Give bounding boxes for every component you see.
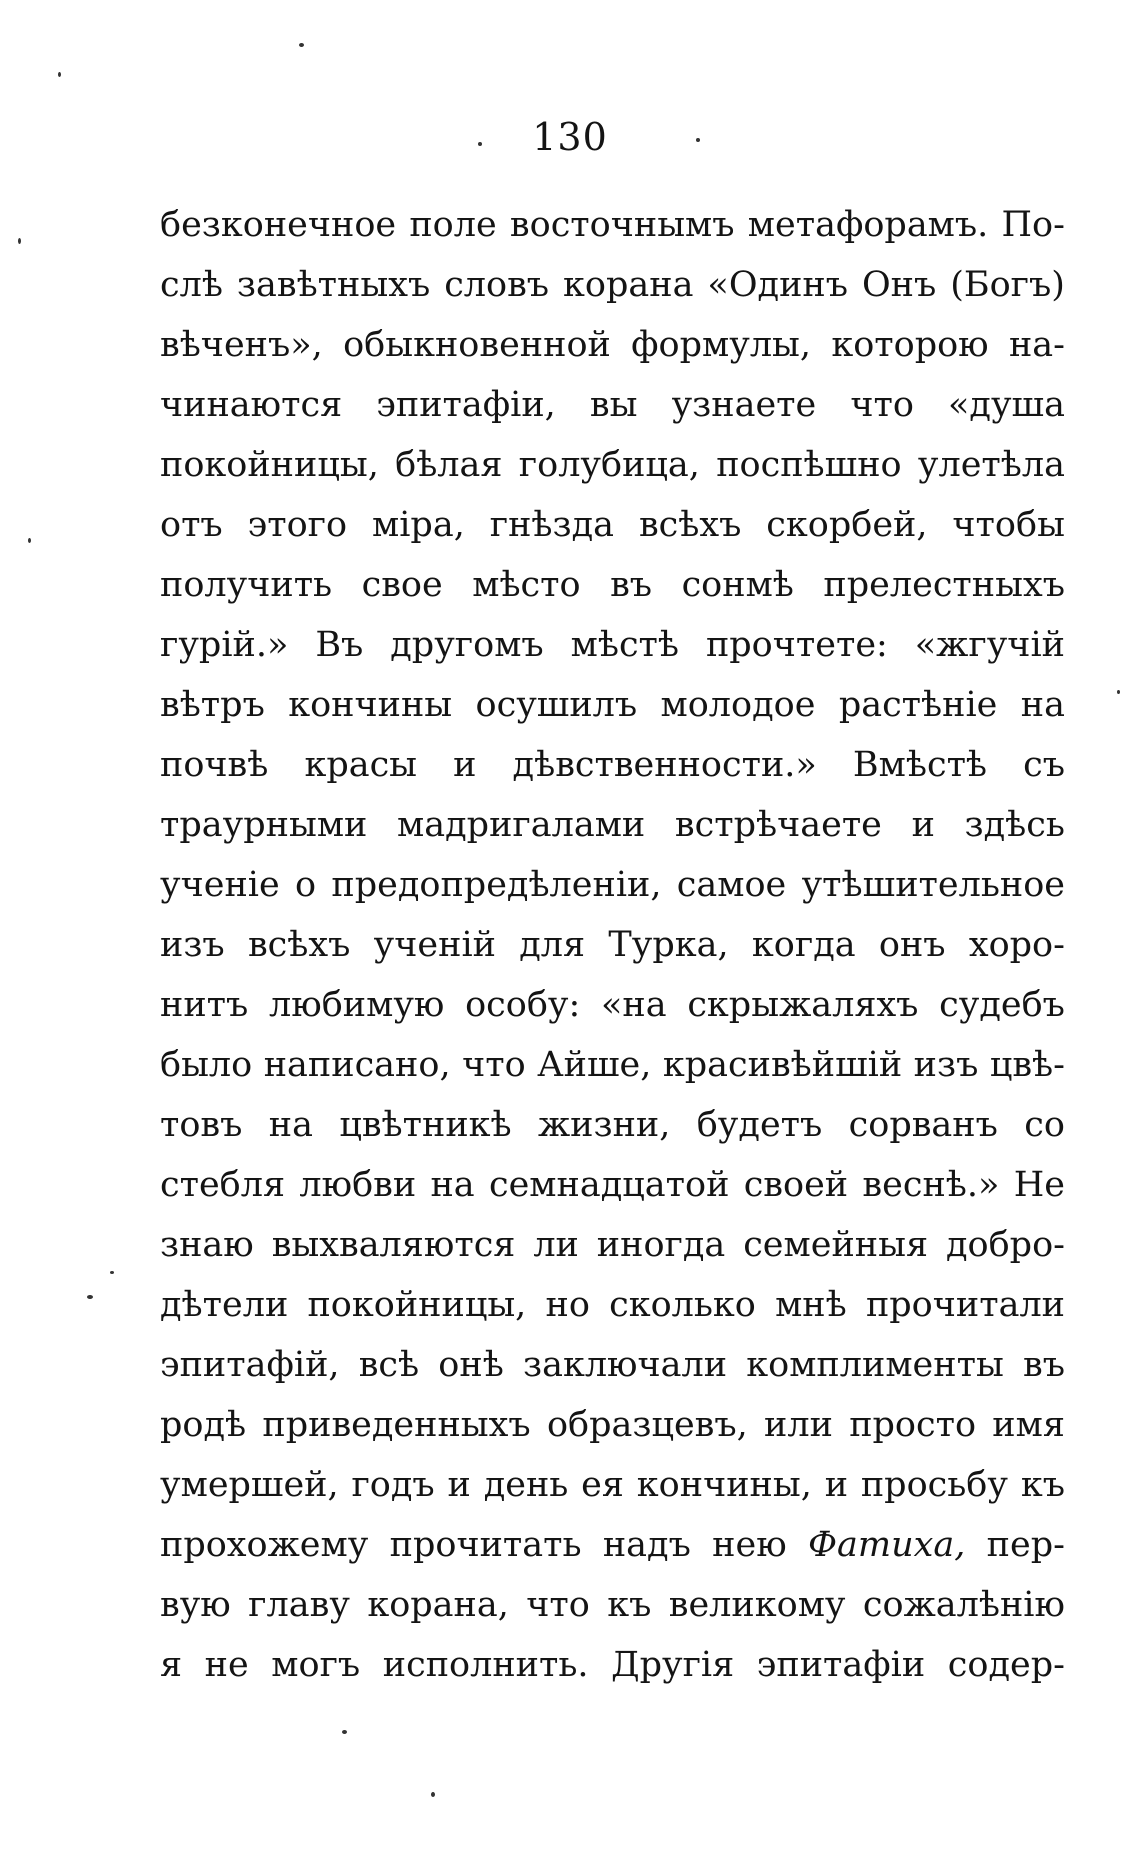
word: словъ	[444, 265, 550, 305]
scan-speck	[342, 1730, 347, 1734]
text-line	[160, 1335, 1065, 1395]
word: комплименты	[746, 1345, 1004, 1385]
word: Фатиха,	[807, 1525, 966, 1565]
word: прочитать	[389, 1525, 582, 1565]
word: кончины	[288, 685, 453, 725]
word: другомъ	[390, 625, 544, 665]
word: прелестныхъ	[823, 565, 1065, 605]
word: дѣвственности.»	[512, 745, 817, 785]
word: въ	[610, 565, 653, 605]
text-line	[160, 555, 1065, 615]
word: когда	[751, 925, 856, 965]
word: вѣченъ»,	[160, 325, 323, 365]
word: скорбей,	[766, 505, 928, 545]
scan-speck	[18, 238, 21, 244]
word: здѣсь	[964, 805, 1065, 845]
text-line	[160, 1395, 1065, 1455]
word: годъ	[351, 1465, 435, 1505]
scan-speck	[58, 72, 61, 77]
word: гнѣзда	[489, 505, 615, 545]
word: могъ	[271, 1645, 361, 1685]
word: эпитафіи	[756, 1645, 926, 1685]
word: онъ	[878, 925, 946, 965]
word: я	[160, 1645, 183, 1685]
word: эпитафіи,	[376, 385, 556, 425]
word: «душа	[948, 385, 1065, 425]
text-line	[160, 435, 1065, 495]
word: любимую	[269, 985, 445, 1025]
word: ея	[581, 1465, 624, 1505]
word: утѣшительное	[801, 865, 1065, 905]
word: и	[447, 1465, 471, 1505]
word: безконечное	[160, 205, 397, 245]
word: любви	[299, 1165, 417, 1205]
text-line	[160, 675, 1065, 735]
page-number: 130	[532, 115, 608, 159]
scan-speck	[478, 142, 482, 146]
word: ученіе	[160, 865, 280, 905]
word: бѣлая	[395, 445, 503, 485]
word: изъ	[913, 1045, 979, 1085]
word: надъ	[602, 1525, 691, 1565]
word: растѣніе	[838, 685, 998, 725]
word: прочтете:	[705, 625, 888, 665]
word: вую	[160, 1585, 231, 1625]
word: просьбу	[860, 1465, 1008, 1505]
text-line	[160, 735, 1065, 795]
word: написано,	[263, 1045, 451, 1085]
word: чинаются	[160, 385, 343, 425]
word: приведенныхъ	[262, 1405, 531, 1445]
word: Въ	[315, 625, 364, 665]
word: дѣтели	[160, 1285, 289, 1325]
word: въ	[1022, 1345, 1065, 1385]
word: Другія	[611, 1645, 735, 1685]
word: стебля	[160, 1165, 286, 1205]
word: вѣтръ	[160, 685, 265, 725]
word: кончины,	[636, 1465, 812, 1505]
word: самое	[676, 865, 787, 905]
word: что	[526, 1585, 590, 1625]
word: иногда	[596, 1225, 726, 1265]
word: отъ	[160, 505, 223, 545]
word: на	[1020, 685, 1065, 725]
word: которою	[831, 325, 989, 365]
word: веснѣ.»	[862, 1165, 1000, 1205]
word: всѣ	[358, 1345, 420, 1385]
word: узнаете	[671, 385, 817, 425]
word: было	[160, 1045, 253, 1085]
scan-speck	[299, 43, 304, 47]
word: къ	[607, 1585, 652, 1625]
word: добро-	[945, 1225, 1065, 1265]
word: жизни,	[537, 1105, 671, 1145]
word: голубица,	[518, 445, 700, 485]
word: но	[545, 1285, 590, 1325]
word: прочитали	[865, 1285, 1065, 1325]
word: сожалѣнію	[862, 1585, 1065, 1625]
scan-speck	[696, 138, 700, 142]
word: главу	[248, 1585, 350, 1625]
word: мнѣ	[775, 1285, 847, 1325]
word: на	[268, 1105, 313, 1145]
word: восточнымъ	[509, 205, 735, 245]
word: покойницы,	[160, 445, 379, 485]
word: ли	[533, 1225, 579, 1265]
text-line	[160, 795, 1065, 855]
word: красы	[304, 745, 418, 785]
word: траурными	[160, 805, 368, 845]
word: всѣхъ	[247, 925, 351, 965]
word: мѣсто	[472, 565, 581, 605]
word: «жгучій	[914, 625, 1065, 665]
word: Онъ	[861, 265, 937, 305]
word: поле	[409, 205, 497, 245]
word: не	[204, 1645, 249, 1685]
word: на-	[1008, 325, 1065, 365]
scan-speck	[28, 538, 31, 543]
word: для	[519, 925, 586, 965]
word: просто	[849, 1405, 977, 1445]
word: или	[764, 1405, 833, 1445]
word: сорванъ	[848, 1105, 998, 1145]
word: осушилъ	[475, 685, 638, 725]
word: красивѣйшій	[662, 1045, 903, 1085]
text-line	[160, 1635, 1065, 1695]
word: пер-	[986, 1525, 1065, 1565]
word: покойницы,	[307, 1285, 527, 1325]
word: своей	[743, 1165, 849, 1205]
word: свое	[361, 565, 443, 605]
word: гурій.»	[160, 625, 289, 665]
word: сонмѣ	[681, 565, 794, 605]
word: По-	[1001, 205, 1065, 245]
word: будетъ	[696, 1105, 823, 1145]
text-line	[160, 375, 1065, 435]
word: что	[850, 385, 914, 425]
word: исполнить.	[382, 1645, 589, 1685]
text-line	[160, 615, 1065, 675]
word: изъ	[160, 925, 225, 965]
word: судебъ	[939, 985, 1065, 1025]
word: «Одинъ	[707, 265, 848, 305]
text-line	[160, 1455, 1065, 1515]
word: корана	[563, 265, 694, 305]
word: предопредѣленіи,	[331, 865, 662, 905]
word: умершей,	[160, 1465, 339, 1505]
word: семнадцатой	[488, 1165, 730, 1205]
word: поспѣшно	[716, 445, 902, 485]
word: выхваляются	[271, 1225, 516, 1265]
word: заключали	[522, 1345, 728, 1385]
text-line	[160, 975, 1065, 1035]
word: особу:	[465, 985, 581, 1025]
word: о	[295, 865, 317, 905]
word: ученій	[373, 925, 496, 965]
word: міра,	[372, 505, 465, 545]
word: корана,	[367, 1585, 509, 1625]
text-line	[160, 255, 1065, 315]
word: и	[911, 805, 935, 845]
word: нею	[712, 1525, 787, 1565]
text-line	[160, 1515, 1065, 1575]
word: Вмѣстѣ	[852, 745, 988, 785]
word: встрѣчаете	[674, 805, 882, 845]
text-line	[160, 1155, 1065, 1215]
word: день	[483, 1465, 569, 1505]
word: почвѣ	[160, 745, 269, 785]
word: хоро-	[968, 925, 1065, 965]
word: метафорамъ.	[747, 205, 989, 245]
word: всѣхъ	[638, 505, 742, 545]
word: знаю	[160, 1225, 254, 1265]
word: цвѣтникѣ	[339, 1105, 512, 1145]
word: что	[462, 1045, 526, 1085]
scan-speck	[1117, 690, 1120, 694]
text-line	[160, 1215, 1065, 1275]
scan-speck	[87, 1295, 93, 1299]
text-line	[160, 1275, 1065, 1335]
word: формулы,	[631, 325, 812, 365]
word: мѣстѣ	[570, 625, 680, 665]
word: семейныя	[743, 1225, 929, 1265]
word: скрыжаляхъ	[687, 985, 919, 1025]
text-line	[160, 855, 1065, 915]
word: Айше,	[537, 1045, 652, 1085]
word: обыкновенной	[343, 325, 611, 365]
word: и	[824, 1465, 849, 1505]
word: родѣ	[160, 1405, 247, 1445]
word: Не	[1013, 1165, 1065, 1205]
word: вы	[589, 385, 638, 425]
scan-speck	[110, 1271, 114, 1274]
text-line	[160, 1035, 1065, 1095]
word: имя	[992, 1405, 1065, 1445]
word: молодое	[660, 685, 816, 725]
word: сколько	[609, 1285, 756, 1325]
word: содер-	[947, 1645, 1065, 1685]
word: «на	[601, 985, 667, 1025]
word: получить	[160, 565, 333, 605]
body-text	[160, 195, 1065, 1695]
scan-speck	[431, 1792, 435, 1797]
text-line	[160, 1575, 1065, 1635]
word: эпитафій,	[160, 1345, 340, 1385]
word: товъ	[160, 1105, 243, 1145]
word: мадригалами	[397, 805, 646, 845]
word: (Богъ)	[950, 265, 1065, 305]
word: великому	[668, 1585, 846, 1625]
word: къ	[1020, 1465, 1065, 1505]
text-line	[160, 315, 1065, 375]
word: на	[430, 1165, 475, 1205]
text-line	[160, 495, 1065, 555]
word: прохожему	[160, 1525, 369, 1565]
word: слѣ	[160, 265, 223, 305]
word: и	[453, 745, 477, 785]
text-line	[160, 915, 1065, 975]
word: цвѣ-	[989, 1045, 1065, 1085]
word: съ	[1023, 745, 1065, 785]
word: этого	[247, 505, 348, 545]
word: Турка,	[608, 925, 729, 965]
word: онѣ	[438, 1345, 504, 1385]
text-line	[160, 195, 1065, 255]
word: чтобы	[952, 505, 1065, 545]
word: образцевъ,	[546, 1405, 748, 1445]
text-line	[160, 1095, 1065, 1155]
word: улетѣла	[917, 445, 1065, 485]
word: со	[1024, 1105, 1065, 1145]
word: нитъ	[160, 985, 249, 1025]
word: завѣтныхъ	[236, 265, 431, 305]
